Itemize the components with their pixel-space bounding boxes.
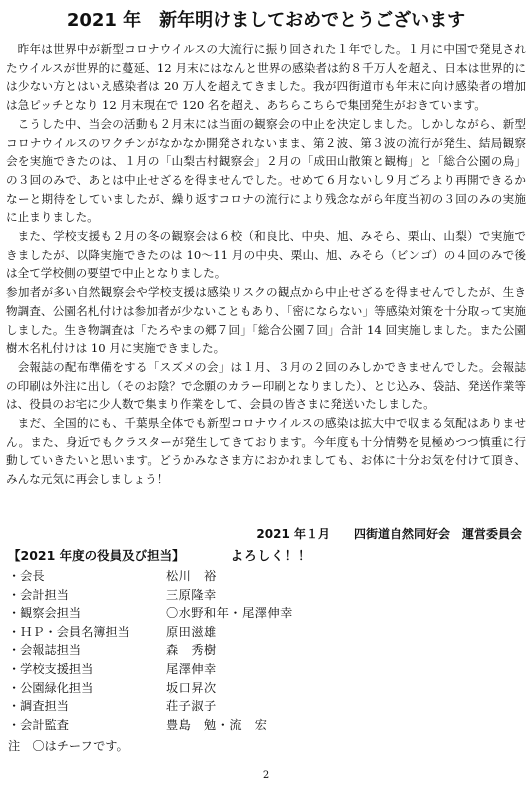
paragraph-school-support: また、学校支援も２月の冬の観察会は６校（和良比、中央、旭、みそら、栗山、山梨）で実施できましたが、以降実施できたのは 10～11 月の中央、栗山、旭、みそら（ビンゴ）の４回のみで後は全て学校側の要望で中止となりました。	[6, 229, 526, 281]
officer-person: 豊島 勉・流 宏	[166, 717, 268, 732]
officer-role: ・会長	[8, 569, 45, 583]
officer-person: 尾澤伸幸	[166, 661, 217, 676]
officer-role: ・学校支援担当	[8, 661, 94, 676]
officers-heading-label: 【2021 年度の役員及び担当】	[8, 548, 185, 563]
officers-greeting: よろしく！！	[230, 548, 312, 563]
officer-row	[8, 604, 293, 623]
officer-person: 〇水野和年・尾澤伸幸	[166, 606, 293, 621]
paragraph-surveys: 参加者が多い自然観察会や学校支援は感染リスクの観点から中止せざるを得ませんでしたが、生き物調査、公園名札付けは参加者が少ないこともあり、「密にならない」等感染対策を十分取って実施しました。生き物調査は「たろやまの郷７回」「総合公園７回」合計 14 回実施しました。また公園樹木名札付けは 10 月に実施できました。	[6, 285, 526, 356]
greeting-body	[6, 40, 526, 489]
page-title: 2021 年 新年明けましておめでとうございます	[66, 10, 466, 31]
officer-role: ・観察会担当	[8, 606, 82, 621]
officers-heading	[8, 547, 312, 565]
officer-row	[8, 716, 293, 735]
officer-role: ・会計監査	[8, 717, 69, 732]
officer-row	[8, 623, 293, 642]
officer-person: 松川 裕	[166, 569, 217, 583]
officer-list	[8, 567, 293, 734]
officer-role: ・会報誌担当	[8, 643, 82, 658]
officer-role: ・調査担当	[8, 699, 69, 714]
officer-person: 荘子淑子	[166, 699, 217, 714]
officer-role: ・公園緑化担当	[8, 680, 94, 695]
paragraph-observation-events: こうした中、当会の活動も２月末には当面の観察会の中止を決定しました。しかしながら、新型コロナウイルスのワクチンがなかなか開発されないまま、第２波、第３波の流行が発生、結局観察会を実施できたのは、１月の「山梨古村観察会」２月の「成田山散策と観梅」と「総合公園の鳥」の３回のみで、あとは中止せざるを得ませんでした。せめて６月ないし９月ごろより再開できるかなーと期待をしていましたが、繰り返すコロナの流行により残念ながら年度当初の３回のみの実施に止まりました。	[6, 116, 526, 225]
officer-person: 原田滋雄	[166, 624, 217, 639]
page-number: 2	[262, 770, 270, 781]
officer-row	[8, 641, 293, 660]
officer-person: 三原隆幸	[166, 587, 217, 602]
officer-row	[8, 660, 293, 679]
paragraph-newsletter: 会報誌の配布準備をする「スズメの会」は１月、３月の２回のみしかできませんでした。会報誌の印刷は外注に出し（そのお陰？で念願のカラー印刷となりました）、とじ込み、袋詰、発送作業等は、役員のお宅に少人数で集まり作業をして、会員の皆さまに発送いたしました。	[6, 359, 526, 412]
officer-row	[8, 697, 293, 716]
paragraph-pandemic: 昨年は世界中が新型コロナウイルスの大流行に振り回された１年でした。１月に中国で発見されたウイルスが世界的に蔓延、12 月末にはなんと世界の感染者は約８千万人を超え、日本は世界的には少ない方とはいえ感染者は 20 万人を超えてきました。我が四街道市も年末に向け感染者の増加は急ピッチとなり 12 月末現在で 120 名を超え、あちらこちらで集団発生がおきています。	[6, 42, 526, 113]
officer-row	[8, 679, 293, 698]
paragraph-closing: まだ、全国的にも、千葉県全体でも新型コロナウイルスの感染は拡大中で収まる気配はありません。また、身近でもクラスターが発生してきております。今年度も十分情勢を見極めつつ慎重に行動していきたいと思います。どうかみなさま方におかれましても、お体に十分お気を付けて頂き、みんな元気に再会しましょう！	[6, 416, 526, 487]
officer-role: ・ＨＰ・会員名簿担当	[8, 624, 130, 639]
officer-person: 森 秀樹	[166, 643, 217, 658]
officer-row	[8, 586, 293, 605]
officer-person: 坂口昇次	[166, 680, 217, 695]
signature: 2021 年１月 四街道自然同好会 運営委員会	[256, 527, 522, 541]
officer-row	[8, 567, 293, 586]
officer-role: ・会計担当	[8, 587, 69, 602]
chief-note: 注 〇はチーフです。	[8, 739, 129, 753]
